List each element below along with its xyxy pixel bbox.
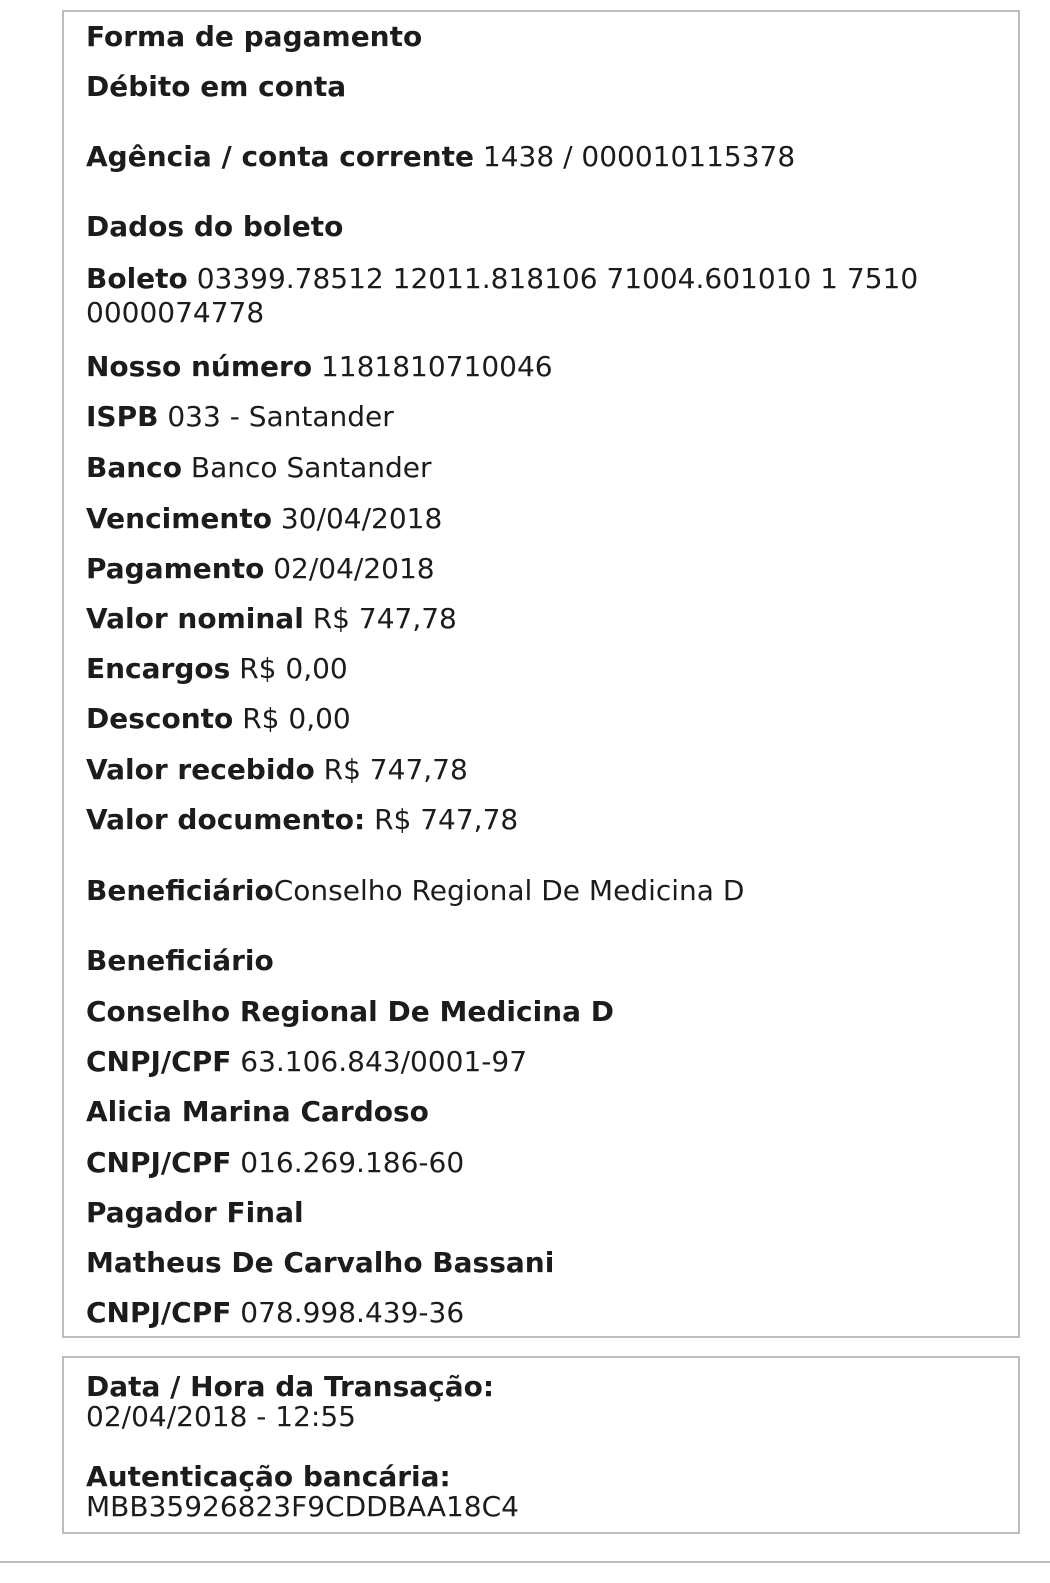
pagador-doc-row xyxy=(86,1146,464,1180)
nosso-numero-value: 1181810710046 xyxy=(320,350,553,383)
desconto-value: R$ 0,00 xyxy=(242,702,351,735)
boleto-heading: Dados do boleto xyxy=(86,210,344,243)
valor-nominal-row xyxy=(86,602,457,636)
pagador-final-doc-label: CNPJ/CPF xyxy=(86,1296,232,1329)
pagamento-row xyxy=(86,552,435,586)
beneficiario-doc-value: 63.106.843/0001-97 xyxy=(240,1045,528,1078)
valor-recebido-value: R$ 747,78 xyxy=(323,753,468,786)
beneficiario-name: Conselho Regional De Medicina D xyxy=(86,995,614,1028)
pagador-final-name: Matheus De Carvalho Bassani xyxy=(86,1246,555,1279)
payment-method-heading: Forma de pagamento xyxy=(86,20,423,53)
valor-nominal-value: R$ 747,78 xyxy=(312,602,457,635)
desconto-row xyxy=(86,702,351,736)
pagador-final-heading: Pagador Final xyxy=(86,1196,304,1229)
desconto-label: Desconto xyxy=(86,702,234,735)
banco-value: Banco Santander xyxy=(190,451,432,484)
payment-method-value: Débito em conta xyxy=(86,70,347,103)
transaction-datetime-value: 02/04/2018 - 12:55 xyxy=(86,1400,356,1433)
pagador-doc-value: 016.269.186-60 xyxy=(240,1146,465,1179)
boleto-code-value: 03399.78512 12011.818106 71004.601010 1 7510 0000074778 xyxy=(86,262,919,329)
ispb-value: 033 - Santander xyxy=(167,400,394,433)
valor-nominal-label: Valor nominal xyxy=(86,602,304,635)
transaction-card xyxy=(62,1356,1020,1534)
nosso-numero-label: Nosso número xyxy=(86,350,313,383)
pagamento-label: Pagamento xyxy=(86,552,265,585)
valor-recebido-label: Valor recebido xyxy=(86,753,315,786)
vencimento-label: Vencimento xyxy=(86,502,272,535)
valor-documento-row xyxy=(86,803,518,837)
payment-details-card xyxy=(62,10,1020,1338)
valor-documento-label: Valor documento: xyxy=(86,803,366,836)
vencimento-value: 30/04/2018 xyxy=(280,502,443,535)
ispb-label: ISPB xyxy=(86,400,159,433)
encargos-label: Encargos xyxy=(86,652,231,685)
pagador-final-doc-value: 078.998.439-36 xyxy=(240,1296,465,1329)
boleto-code-label: Boleto xyxy=(86,262,188,295)
boleto-code-row xyxy=(86,262,1006,330)
beneficiario-doc-label: CNPJ/CPF xyxy=(86,1045,232,1078)
beneficiario-inline-value: Conselho Regional De Medicina D xyxy=(273,874,745,907)
pagador-doc-label: CNPJ/CPF xyxy=(86,1146,232,1179)
beneficiario-heading: Beneficiário xyxy=(86,944,274,977)
valor-documento-value: R$ 747,78 xyxy=(374,803,519,836)
account-row xyxy=(86,140,795,174)
nosso-numero-row xyxy=(86,350,553,384)
pagador-name: Alicia Marina Cardoso xyxy=(86,1095,429,1128)
encargos-row xyxy=(86,652,348,686)
pagamento-value: 02/04/2018 xyxy=(273,552,435,585)
banco-row xyxy=(86,451,432,485)
beneficiario-doc-row xyxy=(86,1045,527,1079)
pagador-final-doc-row xyxy=(86,1296,464,1330)
auth-value: MBB35926823F9CDDBAA18C4 xyxy=(86,1490,519,1523)
ispb-row xyxy=(86,400,394,434)
auth-label: Autenticação bancária: xyxy=(86,1460,451,1493)
encargos-value: R$ 0,00 xyxy=(239,652,348,685)
account-label: Agência / conta corrente xyxy=(86,140,474,173)
banco-label: Banco xyxy=(86,451,183,484)
bottom-divider xyxy=(0,1561,1050,1563)
valor-recebido-row xyxy=(86,753,468,787)
transaction-datetime-label: Data / Hora da Transação: xyxy=(86,1370,495,1403)
account-value: 1438 / 000010115378 xyxy=(482,140,796,173)
beneficiario-inline-row xyxy=(86,874,744,908)
beneficiario-inline-label: Beneficiário xyxy=(86,874,274,907)
vencimento-row xyxy=(86,502,442,536)
